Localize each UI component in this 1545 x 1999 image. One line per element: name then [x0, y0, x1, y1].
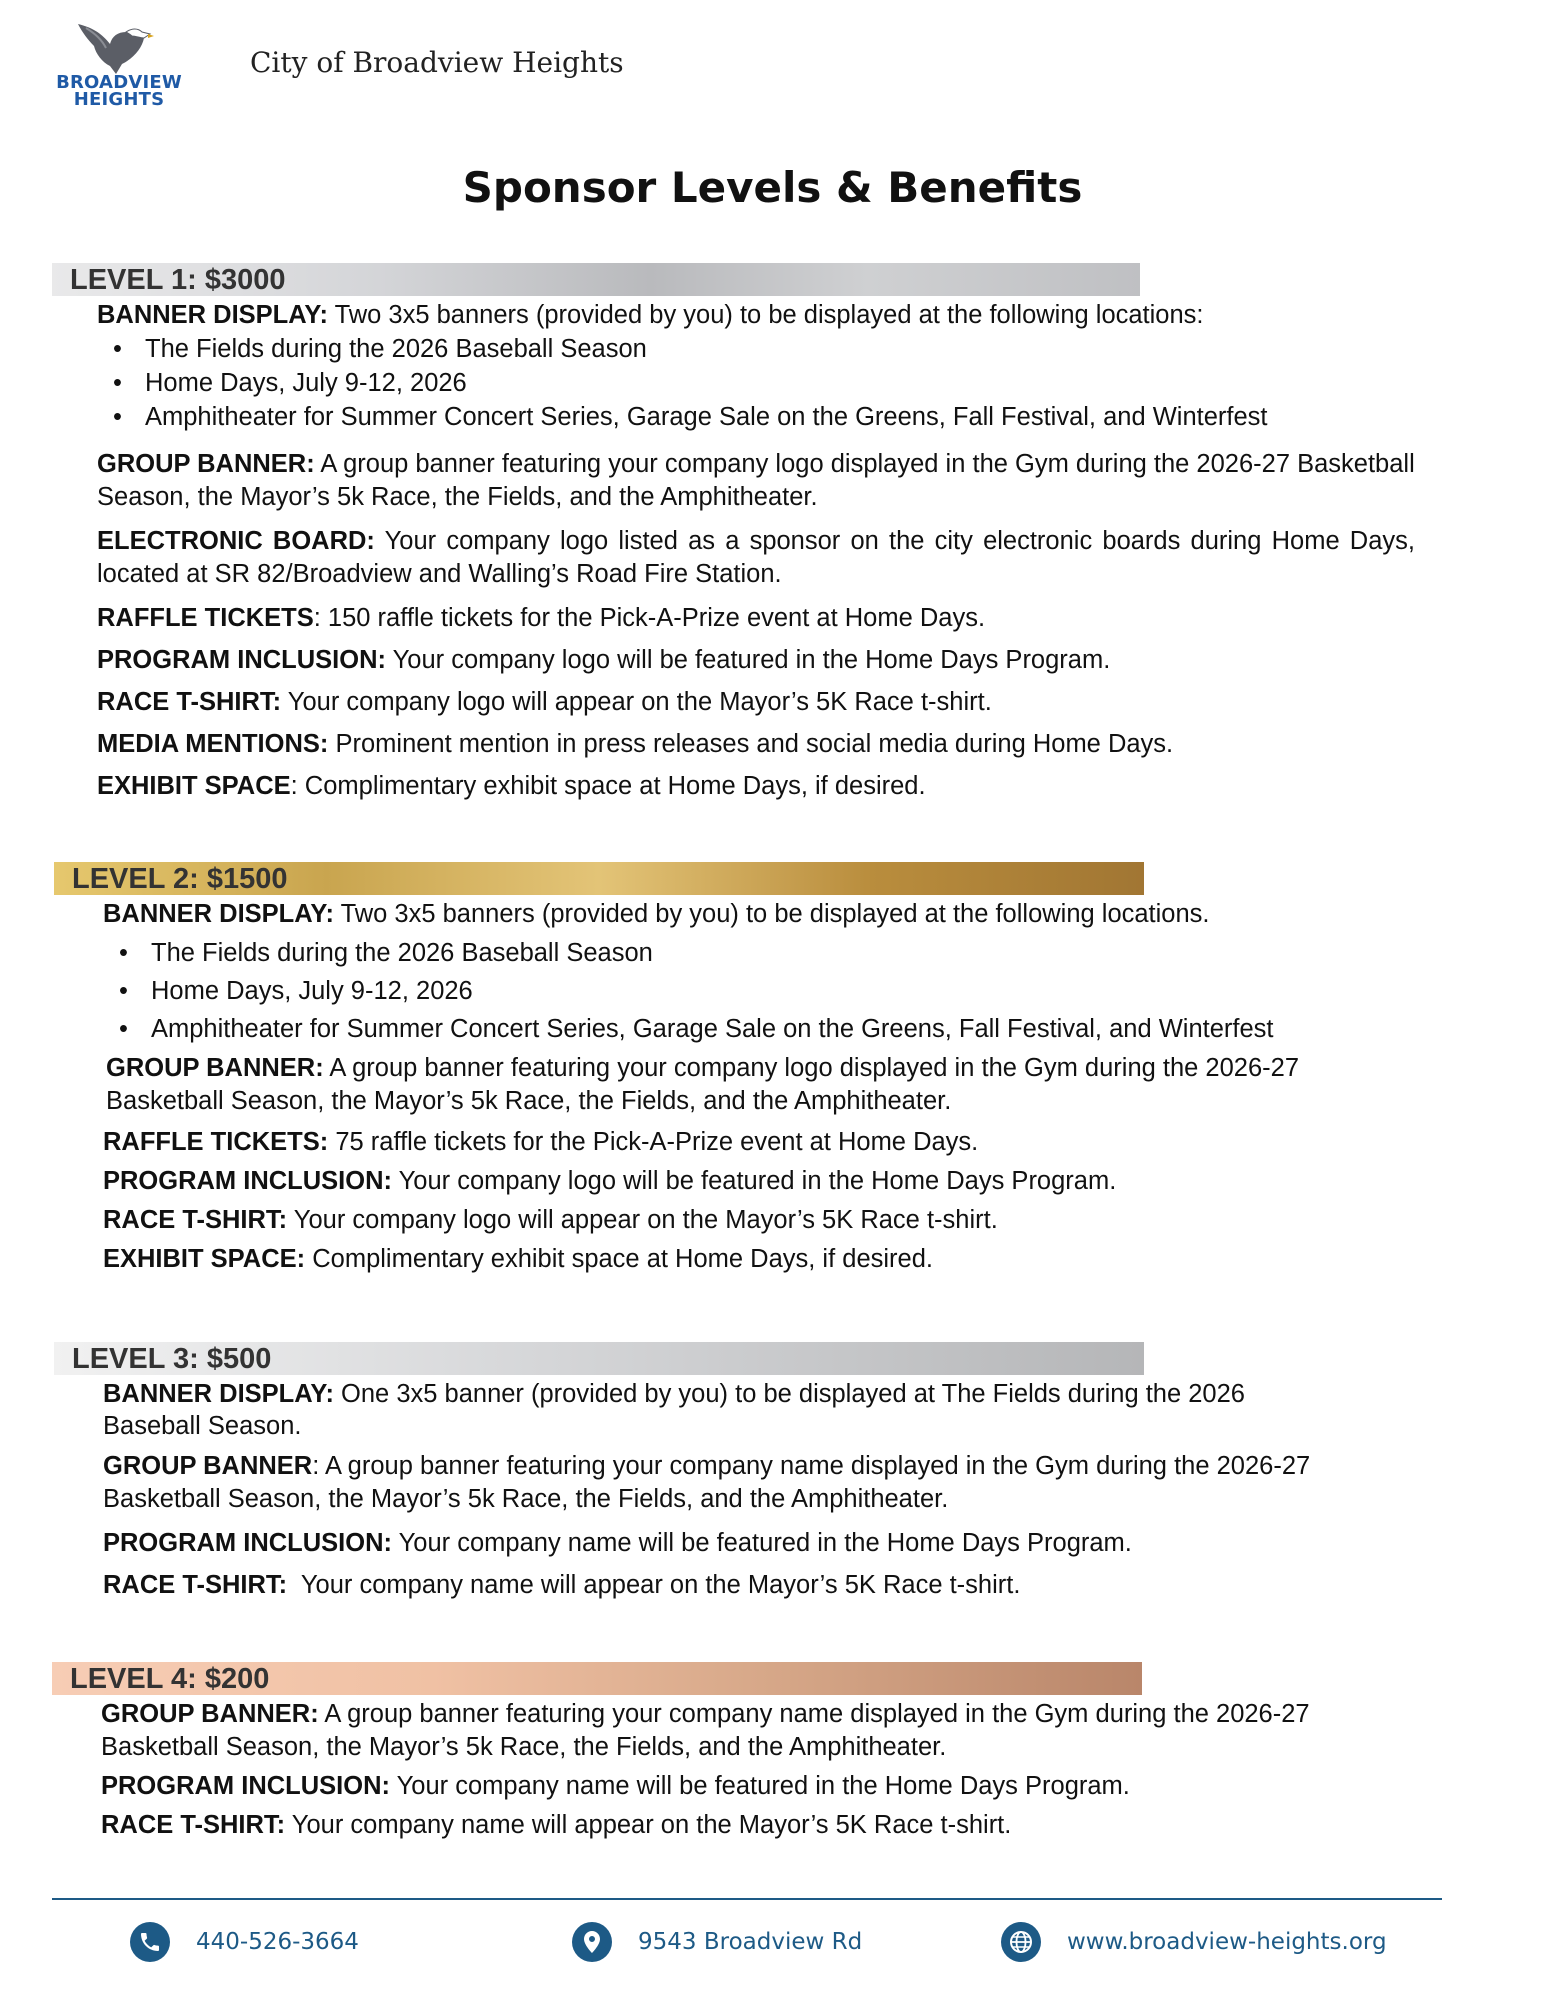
level-3-group-banner: [103, 1450, 1423, 1516]
logo-line1: BROADVIEW: [56, 72, 182, 93]
eagle-icon: [76, 18, 156, 76]
footer-phone[interactable]: [130, 1920, 359, 1964]
level-1-media-mentions: [97, 728, 1415, 761]
list-item: • Amphitheater for Summer Concert Series, Garage Sale on the Greens, Fall Festival, and Winterfest: [97, 400, 1415, 434]
level-2-race-tshirt: [103, 1204, 1413, 1237]
level-4-race-tshirt: [101, 1809, 1421, 1842]
benefit-text: Your company name will be featured in the Home Days Program.: [390, 1772, 1130, 1800]
benefit-label: PROGRAM INCLUSION:: [103, 1529, 392, 1557]
benefit-label: EXHIBIT SPACE:: [103, 1245, 306, 1273]
level-4-title: LEVEL 4: $200: [70, 1663, 270, 1695]
level-3-header-bar: [54, 1342, 1144, 1375]
benefit-text: Your company name will appear on the Mayor’s 5K Race t-shirt.: [287, 1571, 1021, 1599]
level-1-title: LEVEL 1: $3000: [70, 264, 286, 296]
benefit-text: 75 raffle tickets for the Pick-A-Prize event at Home Days.: [328, 1128, 979, 1156]
benefit-label: BANNER DISPLAY:: [97, 301, 328, 329]
benefit-text: A group banner featuring your company logo displayed in the Gym during the 2026-27 Basketball Season, the Mayor’s 5k Race, the Fields, and the Amphitheater.: [97, 450, 1415, 511]
list-item: • Amphitheater for Summer Concert Series, Garage Sale on the Greens, Fall Festival, and Winterfest: [103, 1010, 1413, 1048]
level-2-exhibit-space: [103, 1243, 1413, 1276]
level-1-locations: [97, 332, 1415, 434]
benefit-label: RACE T-SHIRT:: [97, 688, 282, 716]
level-1-group-banner: [97, 448, 1415, 514]
level-2-locations: [103, 934, 1413, 1048]
level-2-group-banner: [106, 1052, 1413, 1118]
benefit-label: BANNER DISPLAY:: [103, 1380, 334, 1408]
level-1-benefits: [97, 299, 1415, 803]
level-3-section: [0, 1342, 1545, 1611]
list-item: • Home Days, July 9-12, 2026: [97, 366, 1415, 400]
footer-divider: [52, 1898, 1442, 1900]
benefit-label: BANNER DISPLAY:: [103, 900, 334, 928]
page-header: [0, 0, 1545, 140]
level-1-header-bar: [52, 263, 1140, 296]
level-2-title: LEVEL 2: $1500: [72, 863, 288, 895]
benefit-text: : A group banner featuring your company name displayed in the Gym during the 2026-27 Basketball Season, the Mayor’s 5k Race, the Fields, and the Amphitheater.: [103, 1452, 1311, 1513]
benefit-label: RACE T-SHIRT:: [103, 1206, 288, 1234]
benefit-label: GROUP BANNER:: [97, 450, 315, 478]
level-4-section: [0, 1662, 1545, 1851]
benefit-text: Two 3x5 banners (provided by you) to be displayed at the following locations.: [333, 900, 1210, 928]
level-3-title: LEVEL 3: $500: [72, 1343, 272, 1375]
benefit-label: GROUP BANNER:: [106, 1054, 324, 1082]
page-title: Sponsor Levels & Benefits: [462, 163, 1083, 212]
benefit-text: Prominent mention in press releases and social media during Home Days.: [328, 730, 1174, 758]
list-item: • Home Days, July 9-12, 2026: [103, 972, 1413, 1010]
benefit-label: PROGRAM INCLUSION:: [101, 1772, 390, 1800]
benefit-label: RAFFLE TICKETS:: [103, 1128, 329, 1156]
benefit-label: RACE T-SHIRT:: [101, 1811, 286, 1839]
benefit-text: Your company logo will be featured in the Home Days Program.: [392, 1167, 1117, 1195]
benefit-label: PROGRAM INCLUSION:: [97, 646, 386, 674]
list-item: • The Fields during the 2026 Baseball Season: [97, 332, 1415, 366]
level-1-race-tshirt: [97, 686, 1415, 719]
city-logo: [44, 18, 194, 118]
level-1-section: [0, 263, 1545, 812]
logo-line2: HEIGHTS: [73, 89, 165, 110]
benefit-label: PROGRAM INCLUSION:: [103, 1167, 392, 1195]
benefit-label: ELECTRONIC BOARD:: [97, 527, 375, 555]
benefit-text: A group banner featuring your company logo displayed in the Gym during the 2026-27 Basketball Season, the Mayor’s 5k Race, the Fields, and the Amphitheater.: [106, 1054, 1300, 1115]
benefit-text: Complimentary exhibit space at Home Days, if desired.: [305, 1245, 933, 1273]
footer-phone-text: 440-526-3664: [196, 1929, 359, 1955]
benefit-label: GROUP BANNER:: [101, 1700, 319, 1728]
level-2-benefits: [103, 898, 1413, 1276]
level-4-group-banner: [101, 1698, 1421, 1764]
level-1-exhibit-space: [97, 770, 1415, 803]
level-2-header-bar: [54, 862, 1144, 895]
level-3-benefits: [103, 1378, 1343, 1602]
level-2-program-inclusion: [103, 1165, 1413, 1198]
footer-website[interactable]: [1001, 1920, 1387, 1964]
benefit-label: EXHIBIT SPACE: [97, 772, 291, 800]
footer-address[interactable]: [572, 1920, 862, 1964]
benefit-text: A group banner featuring your company name displayed in the Gym during the 2026-27 Basketball Season, the Mayor’s 5k Race, the Fields, and the Amphitheater.: [101, 1700, 1310, 1761]
benefit-text: Your company logo will be featured in the Home Days Program.: [386, 646, 1111, 674]
globe-icon: [1001, 1922, 1041, 1962]
level-3-banner-display: [103, 1378, 1343, 1442]
level-4-program-inclusion: [101, 1770, 1421, 1803]
benefit-label: RAFFLE TICKETS: [97, 604, 314, 632]
phone-icon: [130, 1922, 170, 1962]
benefit-text: : 150 raffle tickets for the Pick-A-Prize event at Home Days.: [313, 604, 986, 632]
level-1-banner-display: [97, 299, 1415, 332]
benefit-text: Your company name will be featured in the Home Days Program.: [392, 1529, 1132, 1557]
city-name: City of Broadview Heights: [250, 46, 624, 79]
benefit-label: GROUP BANNER: [103, 1452, 313, 1480]
level-4-benefits: [101, 1698, 1421, 1842]
benefit-text: Your company name will appear on the Mayor’s 5K Race t-shirt.: [285, 1811, 1012, 1839]
benefit-text: Your company logo will appear on the Mayor’s 5K Race t-shirt.: [287, 1206, 998, 1234]
level-2-raffle-tickets: [103, 1126, 1413, 1159]
level-1-raffle-tickets: [97, 602, 1415, 635]
benefit-text: Your company logo listed as a sponsor on the city electronic boards during Home Days, located at SR 82/Broadview and Walling’s Road Fire Station.: [97, 527, 1415, 588]
level-2-section: [0, 862, 1545, 1285]
list-item: • The Fields during the 2026 Baseball Season: [103, 934, 1413, 972]
level-4-header-bar: [52, 1662, 1142, 1695]
level-3-program-inclusion: [103, 1527, 1343, 1560]
level-1-program-inclusion: [97, 644, 1415, 677]
benefit-label: RACE T-SHIRT:: [103, 1571, 288, 1599]
benefit-text: One 3x5 banner (provided by you) to be displayed at The Fields during the 2026 Baseball Season.: [103, 1380, 1245, 1440]
benefit-text: Your company logo will appear on the Mayor’s 5K Race t-shirt.: [281, 688, 992, 716]
benefit-text: Two 3x5 banners (provided by you) to be displayed at the following locations:: [327, 301, 1204, 329]
location-pin-icon: [572, 1922, 612, 1962]
level-3-race-tshirt: [103, 1569, 1343, 1602]
level-1-electronic-board: [97, 525, 1415, 591]
benefit-text: : Complimentary exhibit space at Home Days, if desired.: [290, 772, 926, 800]
benefit-label: MEDIA MENTIONS:: [97, 730, 329, 758]
level-2-banner-display: [103, 898, 1413, 931]
footer-address-text: 9543 Broadview Rd: [638, 1929, 863, 1955]
footer-website-text: www.broadview-heights.org: [1067, 1929, 1387, 1955]
